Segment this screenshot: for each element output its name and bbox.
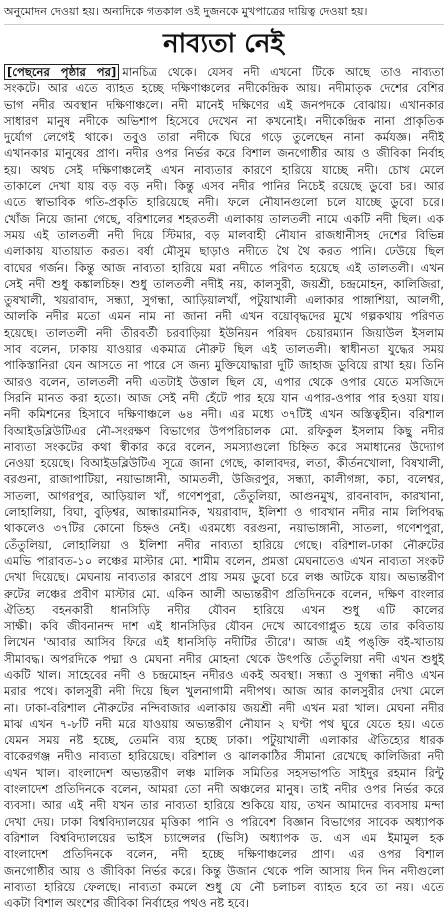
article-line: বাংলাদেশ প্রতিদিনকে বলেন, নদী হচ্ছে দক্ষিণাঞ্চলের প্রাণ। এর ওপর বিশাল — [4, 847, 444, 862]
article-line: রুটের লঞ্চের প্রবীণ মাস্টার মো. একিন আলী অভ্যন্তরীণ প্রতিদিনকে বলেন, দক্ষিণ বাংলার — [4, 586, 444, 601]
article-line: নদী কমিশনের হিসাবে দক্ষিণাঞ্চলে ৬৪ নদী। এর মধ্যে ৩৭টিই এখন অস্তিত্বহীন। বরিশাল — [4, 407, 444, 422]
article-line: হয়েছে। তালতলী নদী তীরবর্তী চরবাড়িয়া ইউনিয়ন পরিষদ চেয়ারম্যান জিয়াউল ইসলাম — [4, 325, 444, 340]
previous-article-tail: অনুমোদন দেওয়া হয়। অন্যদিকে গতকাল ওই দুজনকে মুখপাত্রের দায়িত্ব দেওয়া হয়। — [4, 2, 444, 25]
article-line: আলকি নদীর মতো এমন নাম না জানা নদী এখন বয়োবৃদ্ধদের মুখে গল্পকথায় পরিণত — [4, 309, 444, 324]
article-line: [পেছনের পৃষ্ঠার পর] মানচিত্র থেকে। যেসব নদী এখনো টিকে আছে তাও নাব্যতা — [4, 64, 444, 80]
article-line: সীমাবদ্ধ। অপরদিকে পদ্মা ও মেঘনা নদীর মোহনা থেকে উৎপত্তি তেঁতুলিয়া নদী এখন শুধুই — [4, 651, 444, 666]
article-line: বাকেরগঞ্জ নদীও নাব্যতা হারিয়েছে। বরিশাল ও ঝালকাঠির সীমানা রেখেছে কালিজিরা নদী — [4, 749, 444, 764]
article-line: দুর্যোগ লেগেই থাকে। তবুও তারা নদীকে ঘিরে গড়ে তুলেছেন নানা কর্মযজ্ঞ। নদীই — [4, 130, 444, 145]
article-line: থাকলেও ৩৭টির কোনো চিহ্নও নেই। এরমধ্যে বরগুনা, নয়াভাঙ্গানী, সাতলা, গণেশপুরা, — [4, 521, 444, 536]
article-line: লিখেন 'আবার আসিব ফিরে এই ধানসিড়ি নদীটির তীরে'। আজ এই পঙ্‌ক্তি বই-খাতায় — [4, 635, 444, 650]
article-line: একটি খাল। সাহেবের নদী ও চন্দ্রমোহন নদীরও একই অবস্থা। সন্ধ্যা ও সুগন্ধা নদীও এখন — [4, 667, 444, 682]
article-line: বরগুনা, রাজাপাটিয়া, নয়াভাঙ্গানী, আমতলী, উজিরপুর, সন্ধ্যা, কালীগঙ্গা, কচা, বলেশ্বর, — [4, 472, 444, 487]
article-line: ভাগ নদীর অবস্থান দক্ষিণাঞ্চলে। নদী মানেই দক্ষিণের এই জনপদকে বোঝায়। এখানকার — [4, 97, 444, 112]
article-line: নাব্যতা হারিয়ে ফেলছে। নাব্যতা কমলে শুধু যে নৌ চলাচল ব্যাহত হবে তা নয়। এতে — [4, 879, 444, 894]
article-line: লোহালিয়া, বিঘা, বুড়িশ্বর, আন্ধারমানিক, খয়রাবাদ, ইলিশা ও গাবখান নদীর নাম লিপিবদ্ধ — [4, 505, 444, 520]
article-line: সময় এই তালতলী নদী দিয়ে স্টিমার, বড় মালবাহী নৌযান রাজধানীসহ দেশের বিভিন্ন — [4, 227, 444, 242]
article-line: মরার পথে। কালসুরী নদী দিয়ে ছিল খুলনাগামী নদীপথ। আজ আর কালসুরীর দেখা মেলে — [4, 684, 444, 699]
article-line: এখন খাল। বাংলাদেশ অভ্যন্তরীণ লঞ্চ মালিক সমিতির সহসভাপতি সাইদুর রহমান রিন্টু — [4, 765, 444, 780]
article-line: দেখা দিয়েছে। মেঘনায় নাব্যতার কারণে প্রায় সময় ডুবো চরে লঞ্চ আটকে যায়। অভ্যন্তরীণ — [4, 570, 444, 585]
article-line: না। ঢাকা-বরিশাল নৌরুটের নন্দিবাজার এলাকায় জয়শ্রী নদী এখন মরা খাল। মেঘনা নদীর — [4, 700, 444, 715]
article-line: সাব বলেন, ঢাকায় যাওয়ার একমাত্র নৌরুট ছিল এই তালতলী। স্বাধীনতা যুদ্ধের সময় — [4, 342, 444, 357]
article-line: খোঁজ নিয়ে জানা গেছে, বরিশালের শহরতলী এলাকায় তালতলী নামে একটি নদী ছিল। এক — [4, 211, 444, 226]
article-line: বিআইডব্লিউটিএর নৌ-সংরক্ষণ বিভাগের উপপরিচালক মো. রফিকুল ইসলাম কিছু নদীর — [4, 423, 444, 438]
article-line: হয়। অথচ সেই দক্ষিণাঞ্চলেই এখন নাব্যতার কারণে হারিয়ে যাচ্ছে নদী। চোখ মেলে — [4, 162, 444, 177]
article-line: তেঁতুলিয়া, লোহালিয়া ও ইলিশা নদীর নাব্যতা হারিয়ে গেছে। বরিশাল-ঢাকা নৌরুটের — [4, 537, 444, 552]
article-line: আরও বলেন, তালতলী নদী এতটাই উত্তাল ছিল যে, এপার থেকে ওপার যেতে মসজিদে — [4, 374, 444, 389]
article-line: ব্যবসা। আর এই নদী যখন তার নাব্যতা হারিয়ে শুকিয়ে যায়, তখন আমাদের ব্যবসায় মন্দা — [4, 798, 444, 813]
article-line: সাক্ষী। কবি জীবনানন্দ দাশ এই ধানসিড়ির যৌবন দেখে আবেগাপ্লুত হয়ে তার কবিতায় — [4, 619, 444, 634]
article-line: তাকালে দেখা যায় বড় বড় নদী। কিন্তু এসব নদীর পানির নিচেই রয়েছে ডুবো চর। আর — [4, 179, 444, 194]
article-line: নেওয়া হয়েছে। বিআইডব্লিউটিএ সূত্রে জানা গেছে, কালাবদর, লতা, কীর্তনখোলা, বিষখালী, — [4, 456, 444, 471]
article-line: একটা বিশাল অংশের জীবিকা নির্বাহের পথও নষ্ট হবে। — [4, 896, 250, 911]
article-line: যেমন সময় নষ্ট হচ্ছে, তেমনি ব্যয় হচ্ছে ঢাকা। পটুয়াখালী এলাকার ঐতিহ্যের ধারক — [4, 733, 444, 748]
article-line: এলাকায় যাতায়াত করত। বর্ষা মৌসুম ছাড়াও নদীতে থৈ থৈ করত পানি। ঢেউয়ে ছিল — [4, 244, 444, 259]
article-body — [4, 64, 444, 911]
article-line: ঐতিহ্য বহনকারী ধানসিড়ি নদীর যৌবন হারিয়ে এখন শুধু এটি কালের — [4, 602, 444, 617]
article-line: মাঝ এখন ৭-৮টি নদী মরে যাওয়ায় অভ্যন্তরীণ নৌযান ২ ঘণ্টা পথ ঘুরে যেতে হয়। এতে — [4, 716, 444, 731]
article-line: সাতলা, আগরপুর, আড়িয়াল খাঁ, গণেশপুরা, তেঁতুলিয়া, আগুনমুখ, রাবনাবাদ, কারখানা, — [4, 488, 444, 503]
article-line: সংকটে। আর এতে ব্যাহত হচ্ছে দক্ষিণাঞ্চলের নদীকেন্দ্রিক আয়। নদীমাতৃক দেশের বেশির — [4, 81, 444, 96]
article-line: দেখা দেয়। ঢাকা বিশ্ববিদ্যালয়ের মৃত্তিকা পানি ও পরিবেশ বিজ্ঞান বিভাগের সাবেক অধ্যাপক — [4, 814, 444, 829]
article-line: এমভি পারাবত-১০ লঞ্চের মাস্টার মো. শামীম বলেন, প্রমত্তা মেঘনাতেও এখন নাব্যতা সংকট — [4, 553, 444, 568]
article-line: বাঘের গর্জন। কিন্তু আজ নাব্যতা হারিয়ে মরা নদীতে পরিণত হয়েছে এই তালতলী। এখন — [4, 260, 444, 275]
article-line: এতে স্বাভাবিক গতি-প্রকৃতি হারিয়েছে নদী। ফলে নৌযানগুলো চলে যাচ্ছে ডুবো চরে। — [4, 195, 444, 210]
article-headline: নাব্যতা নেই — [163, 29, 284, 59]
article-line: সেই নদী শুধু কঙ্কালচিহ্ন। শুধু তালতলী নদীই নয়, কালসুরী, জয়শ্রী, চন্দ্রমোহন, কালিজিরা, — [4, 276, 444, 291]
article-line: সাধারণ মানুষ নদীকে অভিশাপ হিসেবে দেখেন না কখনোই। নদীকেন্দ্রিক নানা প্রাকৃতিক — [4, 113, 444, 128]
continued-from-back-page-label: [পেছনের পৃষ্ঠার পর] — [4, 64, 119, 80]
article-line: পাকিস্তানিরা যেন আসতে না পারে সে জন্য মুক্তিযোদ্ধারা দুটি জাহাজ ডুবিয়ে রাখা হয়। তিনি — [4, 358, 444, 373]
article-line: বরিশাল বিশ্ববিদ্যালয়ের ভাইস চ্যান্সেলর (ভিসি) অধ্যাপক ড. এস এম ইমামুল হক — [4, 830, 444, 845]
article-line: সিরনি মানত করা হতো। আজ সেই নদী হেঁটে পার হয়ে যান এপার-ওপার পার হওয়া যায়। — [4, 390, 444, 405]
article-line: বাংলাদেশ প্রতিদিনকে বলেন, আমরা তো নদী অঞ্চলের মানুষ। তাই নদীর ওপর নির্ভর করে — [4, 782, 444, 797]
article-line: জনগোষ্ঠীর আয় ও জীবিকা নির্ভর করে। কিন্তু উজান থেকে পলি আসায় দিন দিন নদীগুলো — [4, 863, 444, 878]
article-line: এখানকার মানুষের প্রাণ। নদীর ওপর নির্ভর করে বিশাল জনগোষ্ঠীর আয় ও জীবিকা নির্বাহ — [4, 146, 444, 161]
article-line: তুষখালী, খয়রাবাদ, সন্ধ্যা, সুগন্ধা, আড়িয়ালখাঁ, পটুয়াখালী এলাকার পাঙ্গাশিয়া, আলগী, — [4, 293, 444, 308]
article-line: নাব্যতা সংকটের কথা স্বীকার করে বলেন, সমস্যাগুলো চিহ্নিত করে সমাধানের উদ্যোগ — [4, 439, 444, 454]
